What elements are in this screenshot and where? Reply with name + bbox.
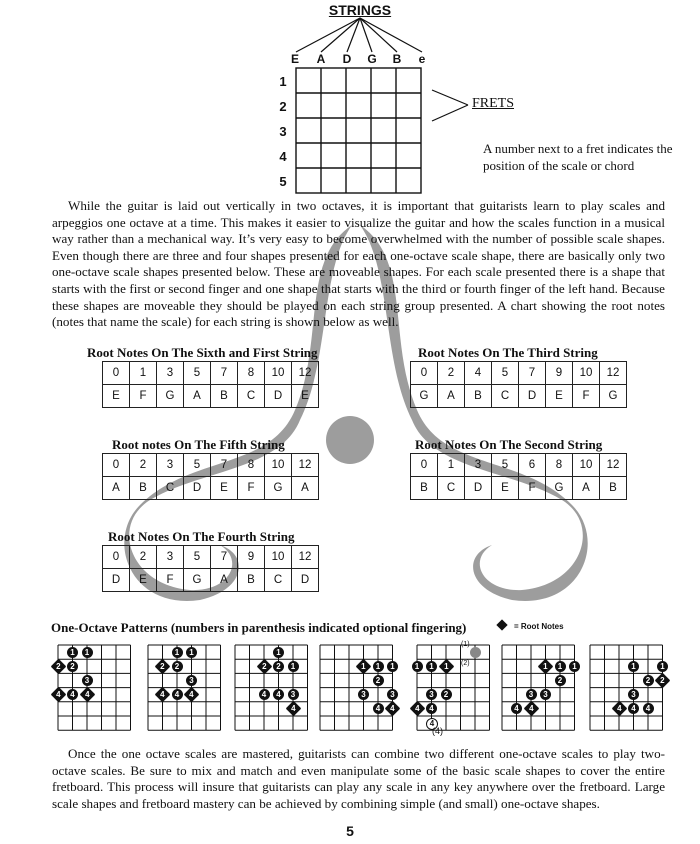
finger-number: 1 — [443, 661, 449, 671]
fret-cell: 12 — [292, 454, 319, 477]
finger-number: 1 — [660, 661, 665, 671]
finger-number: 1 — [543, 661, 548, 671]
note-cell: E — [492, 477, 519, 500]
finger-number: 2 — [660, 675, 665, 685]
root-table-title: Root notes On The Fifth String — [112, 437, 285, 452]
finger-number: 4 — [514, 704, 519, 714]
optional-fingering-1: (1) — [461, 641, 470, 648]
root-notes-table — [102, 453, 319, 500]
pattern-fretboard — [233, 643, 313, 733]
fret-cell: 5 — [184, 454, 211, 477]
finger-number: 3 — [528, 690, 534, 700]
finger-marker — [387, 661, 398, 672]
fret-cell: 8 — [238, 454, 265, 477]
note-cell: A — [184, 385, 211, 408]
fret-row — [411, 454, 627, 477]
root-notes-table — [102, 361, 319, 408]
finger-number: 1 — [429, 661, 434, 671]
string-label: e — [418, 52, 426, 66]
fret-cell: 9 — [546, 362, 573, 385]
note-cell: D — [184, 477, 211, 500]
finger-number: 1 — [290, 661, 296, 671]
finger-number: 2 — [557, 676, 563, 685]
fret-cell: 8 — [238, 362, 265, 385]
root-table-title: Root Notes On The Second String — [415, 437, 603, 452]
finger-marker — [657, 661, 668, 672]
finger-marker — [555, 661, 566, 672]
strings-title: STRINGS — [328, 2, 392, 18]
finger-number: 4 — [84, 690, 90, 700]
string-label: A — [316, 52, 326, 66]
finger-marker — [555, 675, 566, 686]
patterns-title: One-Octave Patterns (numbers in parenthesis indicated optional fingering) — [51, 620, 467, 635]
finger-marker — [67, 661, 78, 672]
finger-number: 1 — [414, 661, 420, 671]
note-row — [411, 477, 627, 500]
finger-marker — [82, 675, 93, 686]
fret-row — [411, 362, 627, 385]
fret-cell: 12 — [292, 546, 319, 569]
finger-number: 2 — [174, 661, 180, 671]
finger-number: 2 — [70, 661, 75, 671]
string-label: B — [392, 52, 402, 66]
fret-cell: 10 — [573, 362, 600, 385]
finger-marker — [172, 689, 183, 700]
fret-cell: 0 — [103, 454, 130, 477]
note-cell: G — [184, 569, 211, 592]
finger-number: 1 — [276, 647, 281, 657]
note-cell: E — [211, 477, 238, 500]
finger-number: 4 — [645, 704, 651, 714]
note-cell: F — [238, 477, 265, 500]
finger-number: 4 — [631, 704, 636, 714]
note-cell: A — [211, 569, 238, 592]
fret-note: A number next to a fret indicates the position of the scale or chord — [483, 141, 673, 173]
finger-number: 3 — [361, 690, 366, 700]
finger-marker — [172, 661, 183, 672]
finger-number: 4 — [414, 704, 420, 714]
finger-number: 3 — [189, 676, 194, 685]
fret-cell: 6 — [519, 454, 546, 477]
finger-number: 4 — [528, 704, 534, 714]
note-row — [103, 385, 319, 408]
finger-number: 1 — [631, 661, 636, 671]
note-cell: E — [103, 385, 130, 408]
fret-cell: 0 — [103, 362, 130, 385]
finger-number: 4 — [160, 690, 165, 700]
note-cell: A — [292, 477, 319, 500]
note-cell: A — [573, 477, 600, 500]
closing-paragraph: Once the one octave scales are mastered, guitarists can combine two different one-octave scales to play two-octave scales. Be sure to mix and match and even manipulate some of the basic scale shapes to cover the entire fretboard. This process will insure that guitarists can play any scale in any key anywhere over the fretboard. Large scale shapes and fretboard mastery can be achieved by combining simple (and small) one-octave shapes. — [52, 746, 665, 811]
finger-number: 2 — [160, 661, 165, 671]
fret-number: 4 — [279, 149, 287, 164]
finger-marker — [82, 647, 93, 658]
fret-cell: 2 — [438, 362, 465, 385]
finger-number: 1 — [557, 661, 563, 671]
finger-marker — [288, 689, 299, 700]
string-label: D — [342, 52, 352, 66]
root-table-title: Root Notes On The Fourth String — [108, 529, 295, 544]
note-cell: E — [130, 569, 157, 592]
note-cell: A — [103, 477, 130, 500]
finger-marker — [186, 647, 197, 658]
fret-row — [103, 546, 319, 569]
root-notes-table — [102, 545, 319, 592]
note-cell: D — [465, 477, 492, 500]
fret-cell: 1 — [438, 454, 465, 477]
fret-number: 1 — [279, 74, 287, 89]
fret-cell: 9 — [238, 546, 265, 569]
finger-number: 4 — [616, 704, 622, 714]
fret-cell: 5 — [184, 546, 211, 569]
fret-row — [103, 454, 319, 477]
finger-number: 2 — [443, 690, 449, 700]
finger-number: 3 — [543, 690, 548, 700]
note-cell: C — [238, 385, 265, 408]
fret-number: 5 — [279, 174, 287, 189]
legend-text: = Root Notes — [514, 622, 564, 631]
fret-cell: 1 — [130, 362, 157, 385]
pattern-fretboard — [318, 643, 398, 733]
finger-marker — [373, 675, 384, 686]
fret-cell: 7 — [211, 362, 238, 385]
finger-number: 4 — [390, 704, 395, 714]
fret-row — [103, 362, 319, 385]
pattern-fretboard — [588, 643, 668, 733]
finger-number: 2 — [55, 661, 61, 671]
optional-fingering-4: (4) — [432, 726, 443, 736]
fret-cell: 0 — [411, 454, 438, 477]
pattern-fretboard — [500, 643, 580, 733]
fret-cell: 10 — [265, 454, 292, 477]
fret-number: 3 — [279, 124, 287, 139]
root-table-title: Root Notes On The Third String — [418, 345, 598, 360]
finger-number: 1 — [174, 647, 180, 657]
fret-cell: 2 — [130, 454, 157, 477]
finger-number: 4 — [70, 690, 75, 700]
note-cell: B — [238, 569, 265, 592]
fret-cell: 5 — [492, 454, 519, 477]
finger-number: 4 — [290, 704, 296, 714]
finger-number: 1 — [70, 647, 75, 657]
note-cell: D — [265, 385, 292, 408]
note-row — [103, 569, 319, 592]
finger-number: 1 — [189, 647, 194, 657]
finger-number: 1 — [390, 661, 395, 671]
finger-marker — [67, 647, 78, 658]
finger-number: 2 — [375, 676, 381, 685]
note-cell: B — [130, 477, 157, 500]
fret-cell: 0 — [411, 362, 438, 385]
fret-cell: 2 — [130, 546, 157, 569]
finger-marker — [426, 661, 437, 672]
finger-number: 2 — [261, 661, 267, 671]
fret-cell: 3 — [157, 546, 184, 569]
finger-marker — [273, 647, 284, 658]
note-cell: A — [438, 385, 465, 408]
finger-marker — [186, 675, 197, 686]
note-cell: C — [265, 569, 292, 592]
note-cell: F — [157, 569, 184, 592]
root-table-title: Root Notes On The Sixth and First String — [87, 345, 318, 360]
note-cell: G — [411, 385, 438, 408]
finger-marker — [643, 675, 654, 686]
frets-label: FRETS — [472, 96, 515, 111]
finger-marker — [259, 689, 270, 700]
finger-number: 3 — [429, 690, 434, 700]
finger-number: 3 — [390, 690, 395, 700]
page-number: 5 — [346, 823, 354, 839]
finger-marker — [412, 661, 423, 672]
note-cell: B — [600, 477, 627, 500]
note-cell: F — [519, 477, 546, 500]
note-cell: D — [519, 385, 546, 408]
note-cell: F — [130, 385, 157, 408]
note-cell: G — [265, 477, 292, 500]
root-notes-table — [410, 361, 627, 408]
note-cell: B — [211, 385, 238, 408]
finger-marker — [526, 689, 537, 700]
note-cell: F — [573, 385, 600, 408]
finger-number: 4 — [429, 718, 435, 728]
fret-cell: 10 — [265, 546, 292, 569]
intro-paragraph: While the guitar is laid out vertically in two octaves, it is important that guitarists learn to play scales and arpeggios one octave at a time. This makes it easier to visualize the guitar and how the scales function in a musical way rather than a mechanical way. It’s very easy to become overwhelmed with the number of possible scale shapes. Even though there are three and four shapes presented for each one-octave scale shape, there are basically only two one-octave scale shapes presented below. These are moveable shapes. For each scale presented there is a shape that starts with the first or second finger and one shape that starts with the third or fourth finger of the left hand. Because these shapes are moveable they should be played on each string group presented. A chart showing the root notes (notes that name the scale) for each string is shown below as well. — [52, 198, 665, 330]
fret-cell: 3 — [465, 454, 492, 477]
finger-number: 2 — [276, 661, 281, 671]
finger-number: 2 — [645, 676, 651, 685]
note-row — [411, 385, 627, 408]
fret-cell: 5 — [184, 362, 211, 385]
finger-marker — [643, 703, 654, 714]
finger-number: 4 — [276, 690, 281, 700]
note-cell: E — [546, 385, 573, 408]
finger-marker — [172, 647, 183, 658]
optional-fingering-2: (2) — [461, 660, 470, 667]
note-cell: C — [438, 477, 465, 500]
note-cell: C — [492, 385, 519, 408]
fret-cell: 3 — [157, 362, 184, 385]
fret-cell: 12 — [600, 454, 627, 477]
frets-pointer — [430, 88, 470, 124]
finger-number: 4 — [174, 690, 180, 700]
fret-cell: 12 — [292, 362, 319, 385]
fret-cell: 7 — [519, 362, 546, 385]
fret-cell: 3 — [157, 454, 184, 477]
note-cell: G — [546, 477, 573, 500]
finger-number: 3 — [290, 690, 296, 700]
note-cell: B — [465, 385, 492, 408]
fret-number: 2 — [279, 99, 287, 114]
pattern-fretboard — [146, 643, 226, 733]
note-cell: E — [292, 385, 319, 408]
finger-number: 4 — [429, 704, 434, 714]
fret-cell: 7 — [211, 546, 238, 569]
finger-number: 1 — [572, 661, 577, 671]
root-notes-table — [410, 453, 627, 500]
finger-number: 3 — [84, 676, 90, 685]
finger-number: 4 — [375, 704, 381, 714]
finger-number: 1 — [84, 647, 90, 657]
string-label: E — [290, 52, 299, 66]
finger-number: 1 — [375, 661, 381, 671]
finger-number: 4 — [189, 690, 194, 700]
finger-number: 4 — [261, 690, 267, 700]
fret-cell: 10 — [265, 362, 292, 385]
fretboard-diagram — [295, 67, 425, 195]
finger-marker — [273, 661, 284, 672]
note-cell: C — [157, 477, 184, 500]
finger-marker — [569, 661, 580, 672]
finger-marker — [373, 703, 384, 714]
fret-cell: 12 — [600, 362, 627, 385]
note-row — [103, 477, 319, 500]
finger-marker — [288, 661, 299, 672]
fret-cell: 4 — [465, 362, 492, 385]
note-cell: D — [103, 569, 130, 592]
fret-cell: 10 — [573, 454, 600, 477]
note-cell: D — [292, 569, 319, 592]
finger-marker — [628, 661, 639, 672]
finger-marker — [470, 647, 481, 658]
finger-marker — [441, 689, 452, 700]
fret-cell: 5 — [492, 362, 519, 385]
fret-cell: 8 — [546, 454, 573, 477]
string-label: G — [367, 52, 377, 66]
finger-number: 4 — [55, 690, 61, 700]
finger-number: 1 — [361, 661, 366, 671]
finger-number: 3 — [631, 690, 636, 700]
finger-marker — [373, 661, 384, 672]
note-cell: G — [600, 385, 627, 408]
fret-cell: 0 — [103, 546, 130, 569]
note-cell: B — [411, 477, 438, 500]
fret-cell: 7 — [211, 454, 238, 477]
note-cell: G — [157, 385, 184, 408]
